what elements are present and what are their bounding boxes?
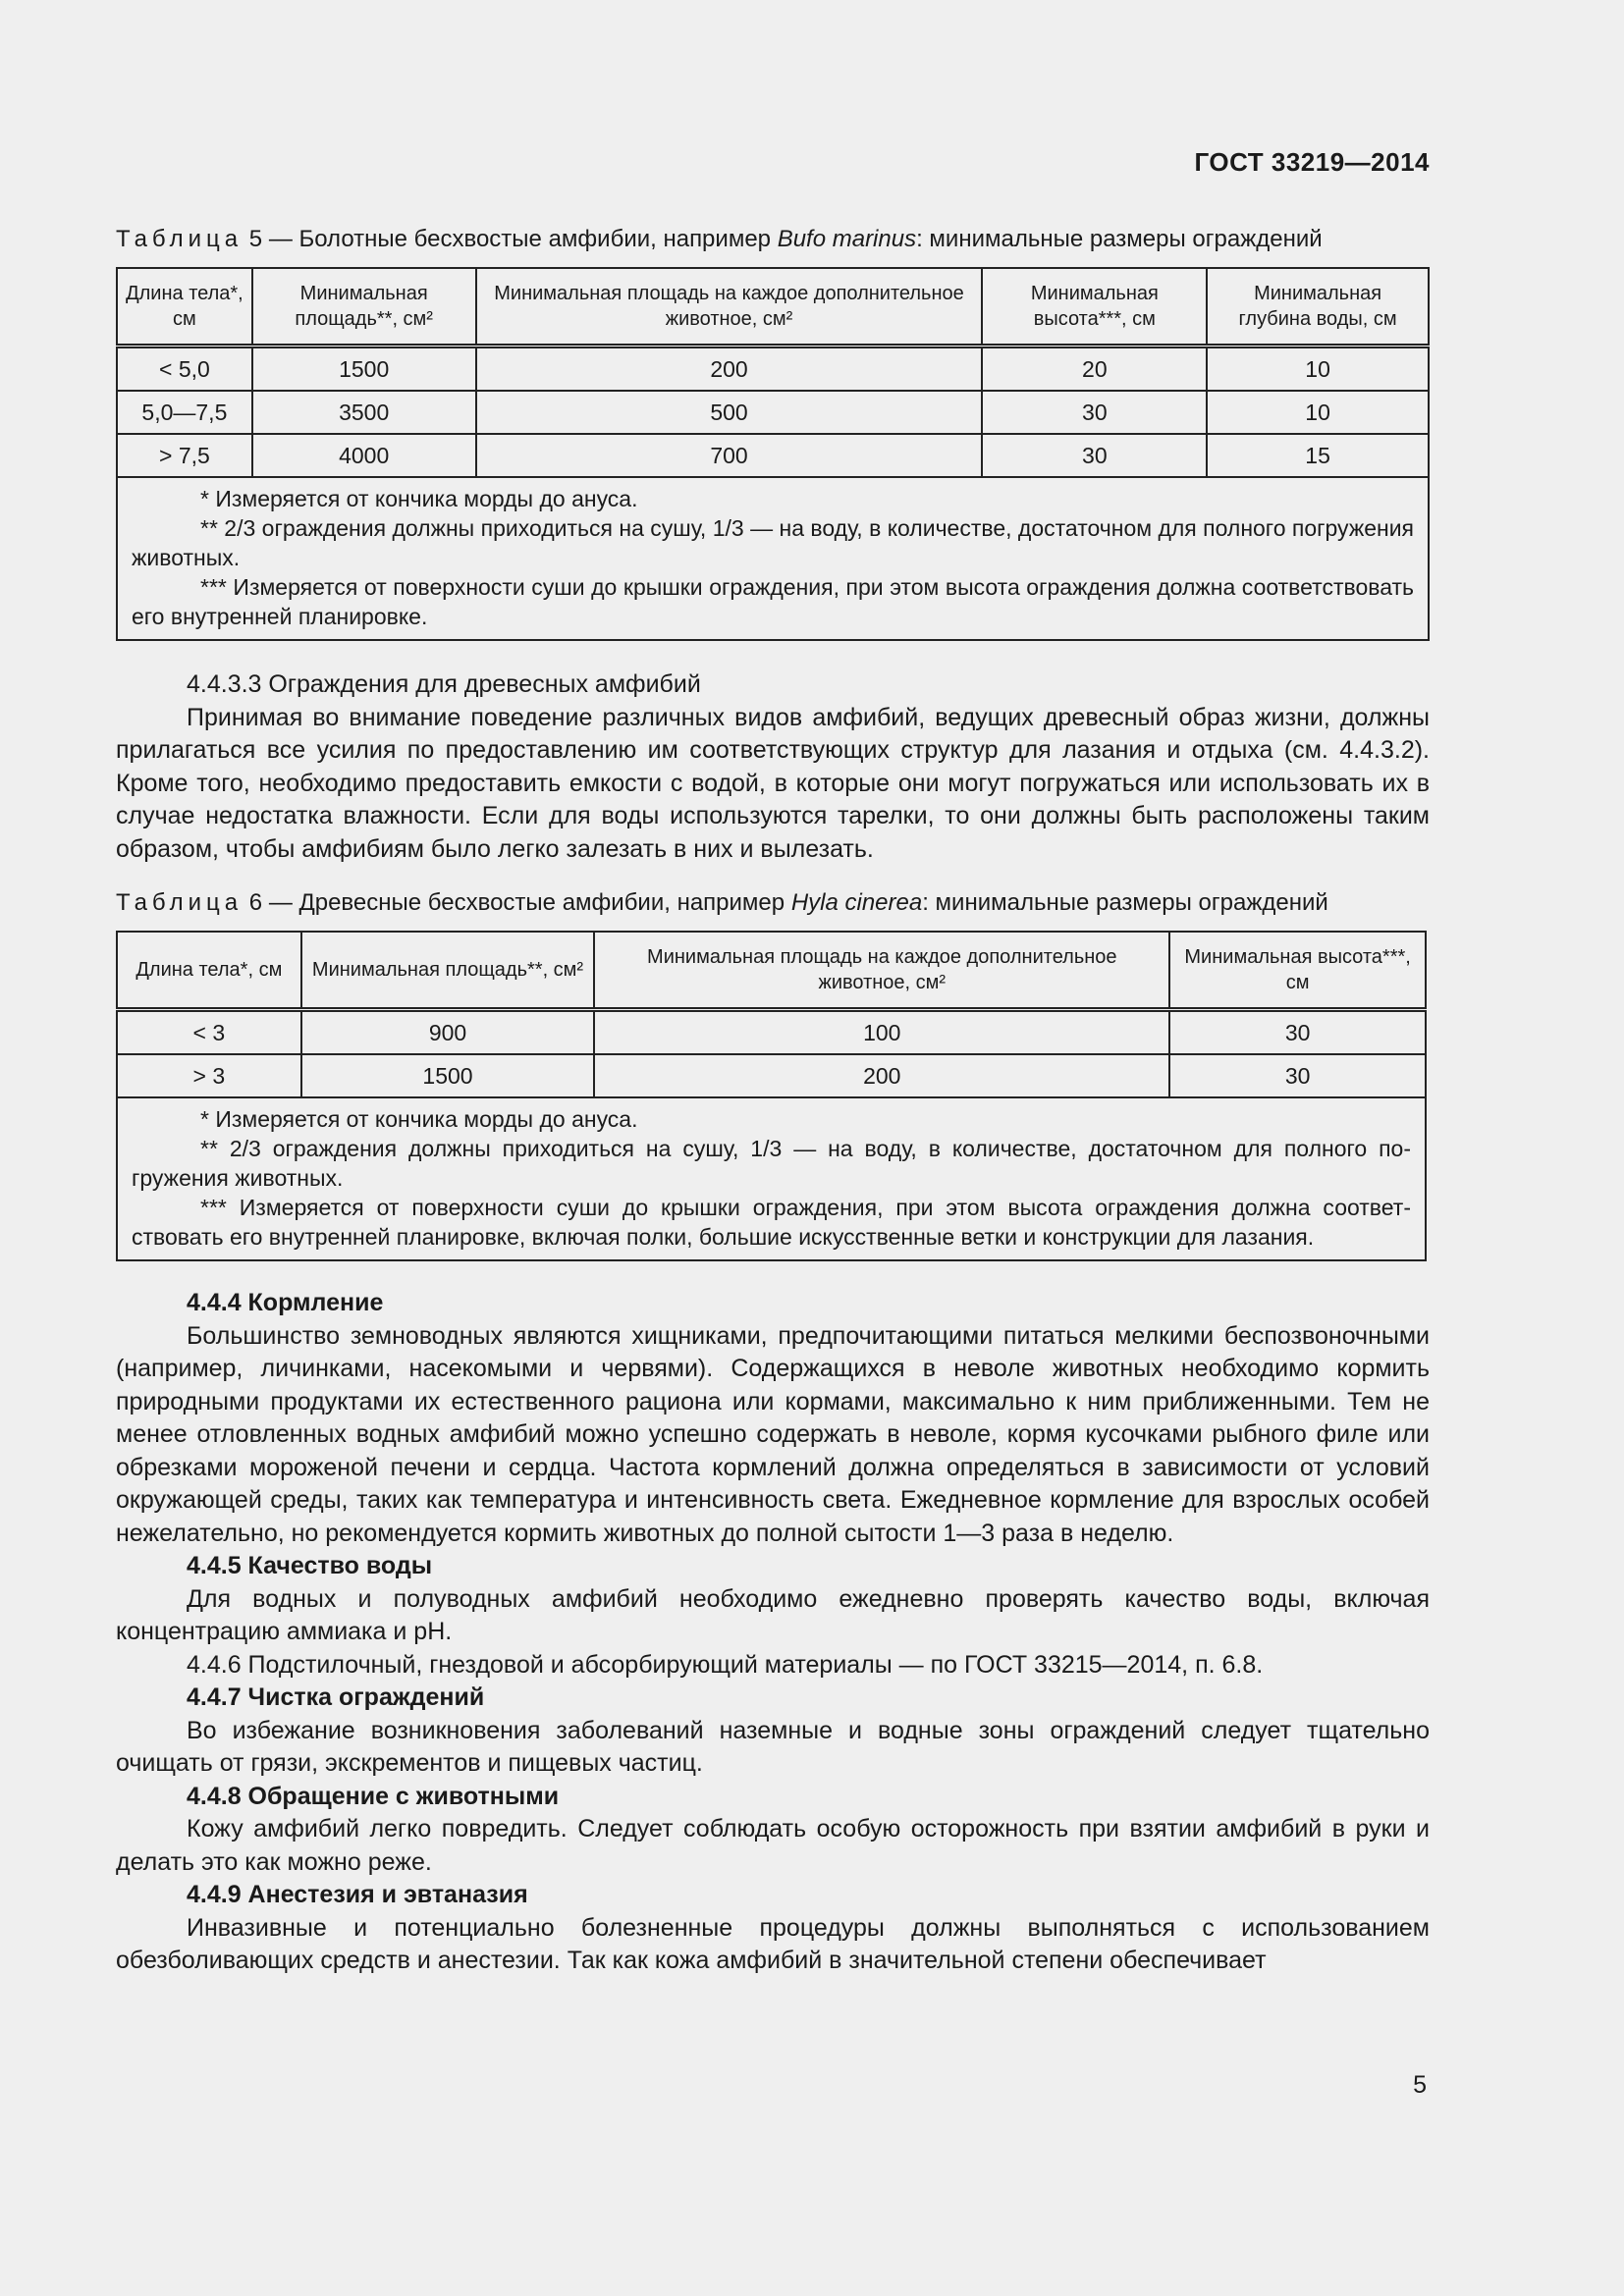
document-code: ГОСТ 33219—2014	[1194, 147, 1430, 177]
sections-4-4-4-to-4-4-9	[116, 1287, 1430, 1978]
table6-col-min-area: Минимальная площадь**, см²	[301, 932, 595, 1010]
table-row	[117, 391, 1429, 434]
table-cell: 30	[982, 391, 1207, 434]
table5-note-3: *** Измеряется от поверхности суши до крышки ограждения, при этом высота ограждения должна соответствовать его внутренней планировке.	[132, 574, 1414, 629]
table-cell: 900	[301, 1010, 595, 1055]
section-4-4-4-text: Большинство земноводных являются хищниками, предпочитающими питаться мелкими беспозвоночными (например, личинками, насекомыми и червями). Содержащихся в неволе животных необходимо кормить природными продуктами их естественного рациона или кормами, максимально к ним приближенными. Тем не менее отловленных водных амфибий можно успешно содержать в неволе, кормя кусочками рыбного филе или обрезками мороженой печени и сердца. Частота кормлений должна определяться в зависимости от условий окружающей среды, таких как температура и интенсивность света. Ежедневное кормление для взрослых особей нежелательно, но рекомендуется кормить животных до полной сытости 1—3 раза в неделю.	[116, 1321, 1430, 1547]
table-row	[117, 1054, 1426, 1097]
table6-caption-number: 6	[248, 889, 263, 916]
table6-col-area-per-animal: Минимальная площадь на каждое дополнительное животное, см²	[594, 932, 1169, 1010]
table6-note-3: *** Измеряется от поверхности суши до крышки ограждения, при этом высота ограждения должна соответствовать его внутренней планировке, включая полки, большие искусственные ветки и конструкции для лазания.	[132, 1195, 1411, 1250]
table5-header-row	[117, 268, 1429, 347]
table5-caption-post: : минимальные размеры ограждений	[916, 226, 1323, 252]
table6-note-1: * Измеряется от кончика морды до ануса.	[200, 1106, 638, 1132]
table5-col-length: Длина тела*, см	[117, 268, 252, 347]
table5-col-water-depth: Минимальная глубина воды, см	[1207, 268, 1429, 347]
table5-caption	[116, 224, 1430, 255]
table5-caption-species: Bufo marinus	[777, 226, 917, 252]
section-4-4-7-heading: 4.4.7 Чистка ограждений	[187, 1683, 485, 1711]
table-cell: 20	[982, 347, 1207, 392]
table-cell: 30	[1169, 1010, 1426, 1055]
table-cell: 15	[1207, 434, 1429, 477]
table6-note-2: ** 2/3 ограждения должны приходиться на сушу, 1/3 — на воду, в количестве, достаточном для полного погружения животных.	[132, 1136, 1411, 1191]
table6-caption-species: Hyla cinerea	[790, 889, 923, 916]
section-4-4-3-3-text: Принимая во внимание поведение различных видов амфибий, ведущих древесный образ жизни, должны прилагаться все усилия по предоставлению им соответствующих структур для лазания и отдыха (см. 4.4.3.2). Кроме того, необходимо предоставить емкости с водой, в которые они могут погружаться или использовать их в случае недостатка влажности. Если для воды используются тарелки, то они должны быть расположены таким образом, чтобы амфибиям было легко залезать в них и вылезать.	[116, 703, 1430, 863]
table5-caption-word: Таблица	[116, 226, 244, 252]
table5-caption-pre: — Болотные бесхвостые амфибии, например	[268, 226, 772, 252]
table6-notes-row	[117, 1097, 1426, 1260]
section-4-4-3-3	[116, 668, 1430, 866]
table6	[116, 931, 1427, 1261]
table-cell: 200	[476, 347, 983, 392]
section-4-4-5-text: Для водных и полуводных амфибий необходимо ежедневно проверять качество воды, включая концентрацию аммиака и рН.	[116, 1584, 1430, 1645]
table-row	[117, 1010, 1426, 1055]
table-cell: 10	[1207, 347, 1429, 392]
table-cell: > 3	[117, 1054, 301, 1097]
table6-caption-post: : минимальные размеры ограждений	[922, 889, 1328, 916]
page-content	[116, 224, 1430, 1978]
table-cell: 1500	[301, 1054, 595, 1097]
table-cell: 700	[476, 434, 983, 477]
table-cell: 30	[982, 434, 1207, 477]
section-4-4-9-text: Инвазивные и потенциально болезненные процедуры должны выполняться с использованием обезболивающих средств и анестезии. Так как кожа амфибий в значительной степени обеспечивает	[116, 1913, 1430, 1974]
table5-col-area-per-animal: Минимальная площадь на каждое дополнительное животное, см²	[476, 268, 983, 347]
table6-col-min-height: Минимальная высота***, см	[1169, 932, 1426, 1010]
table-cell: < 5,0	[117, 347, 252, 392]
table5	[116, 267, 1430, 641]
table-cell: > 7,5	[117, 434, 252, 477]
table5-notes-row	[117, 477, 1429, 640]
section-4-4-7-text: Во избежание возникновения заболеваний наземные и водные зоны ограждений следует тщательно очищать от грязи, экскрементов и пищевых частиц.	[116, 1716, 1430, 1777]
section-4-4-6-text: 4.4.6 Подстилочный, гнездовой и абсорбирующий материалы — по ГОСТ 33215—2014, п. 6.8.	[187, 1650, 1264, 1679]
table-cell: 5,0—7,5	[117, 391, 252, 434]
table5-col-min-area: Минимальная площадь**, см²	[252, 268, 476, 347]
table5-col-min-height: Минимальная высота***, см	[982, 268, 1207, 347]
table6-caption-pre: — Древесные бесхвостые амфибии, например	[268, 889, 785, 916]
table-cell: 1500	[252, 347, 476, 392]
table-cell: 100	[594, 1010, 1169, 1055]
page-number: 5	[1413, 2071, 1427, 2099]
table5-notes	[117, 477, 1429, 640]
table-cell: 4000	[252, 434, 476, 477]
table5-note-1: * Измеряется от кончика морды до ануса.	[200, 486, 638, 511]
section-4-4-8-text: Кожу амфибий легко повредить. Следует соблюдать особую осторожность при взятии амфибий в руки и делать это как можно реже.	[116, 1815, 1430, 1876]
section-4-4-4-heading: 4.4.4 Кормление	[187, 1289, 384, 1316]
table6-caption	[116, 887, 1430, 919]
section-4-4-5-heading: 4.4.5 Качество воды	[187, 1552, 433, 1579]
table6-col-length: Длина тела*, см	[117, 932, 301, 1010]
table-cell: 200	[594, 1054, 1169, 1097]
table6-header-row	[117, 932, 1426, 1010]
section-4-4-9-heading: 4.4.9 Анестезия и эвтаназия	[187, 1881, 528, 1908]
table-cell: 3500	[252, 391, 476, 434]
table5-caption-number: 5	[248, 226, 263, 252]
table-cell: 10	[1207, 391, 1429, 434]
table-row	[117, 434, 1429, 477]
table-cell: 30	[1169, 1054, 1426, 1097]
table-cell: 500	[476, 391, 983, 434]
table6-caption-word: Таблица	[116, 889, 244, 916]
section-4-4-3-3-heading: 4.4.3.3 Ограждения для древесных амфибий	[187, 670, 701, 698]
table6-notes	[117, 1097, 1426, 1260]
table5-note-2: ** 2/3 ограждения должны приходиться на сушу, 1/3 — на воду, в количестве, достаточном для полного погружения животных.	[132, 515, 1414, 570]
table-row	[117, 347, 1429, 392]
table6-block	[116, 887, 1430, 1261]
table-cell: < 3	[117, 1010, 301, 1055]
section-4-4-8-heading: 4.4.8 Обращение с животными	[187, 1782, 560, 1810]
